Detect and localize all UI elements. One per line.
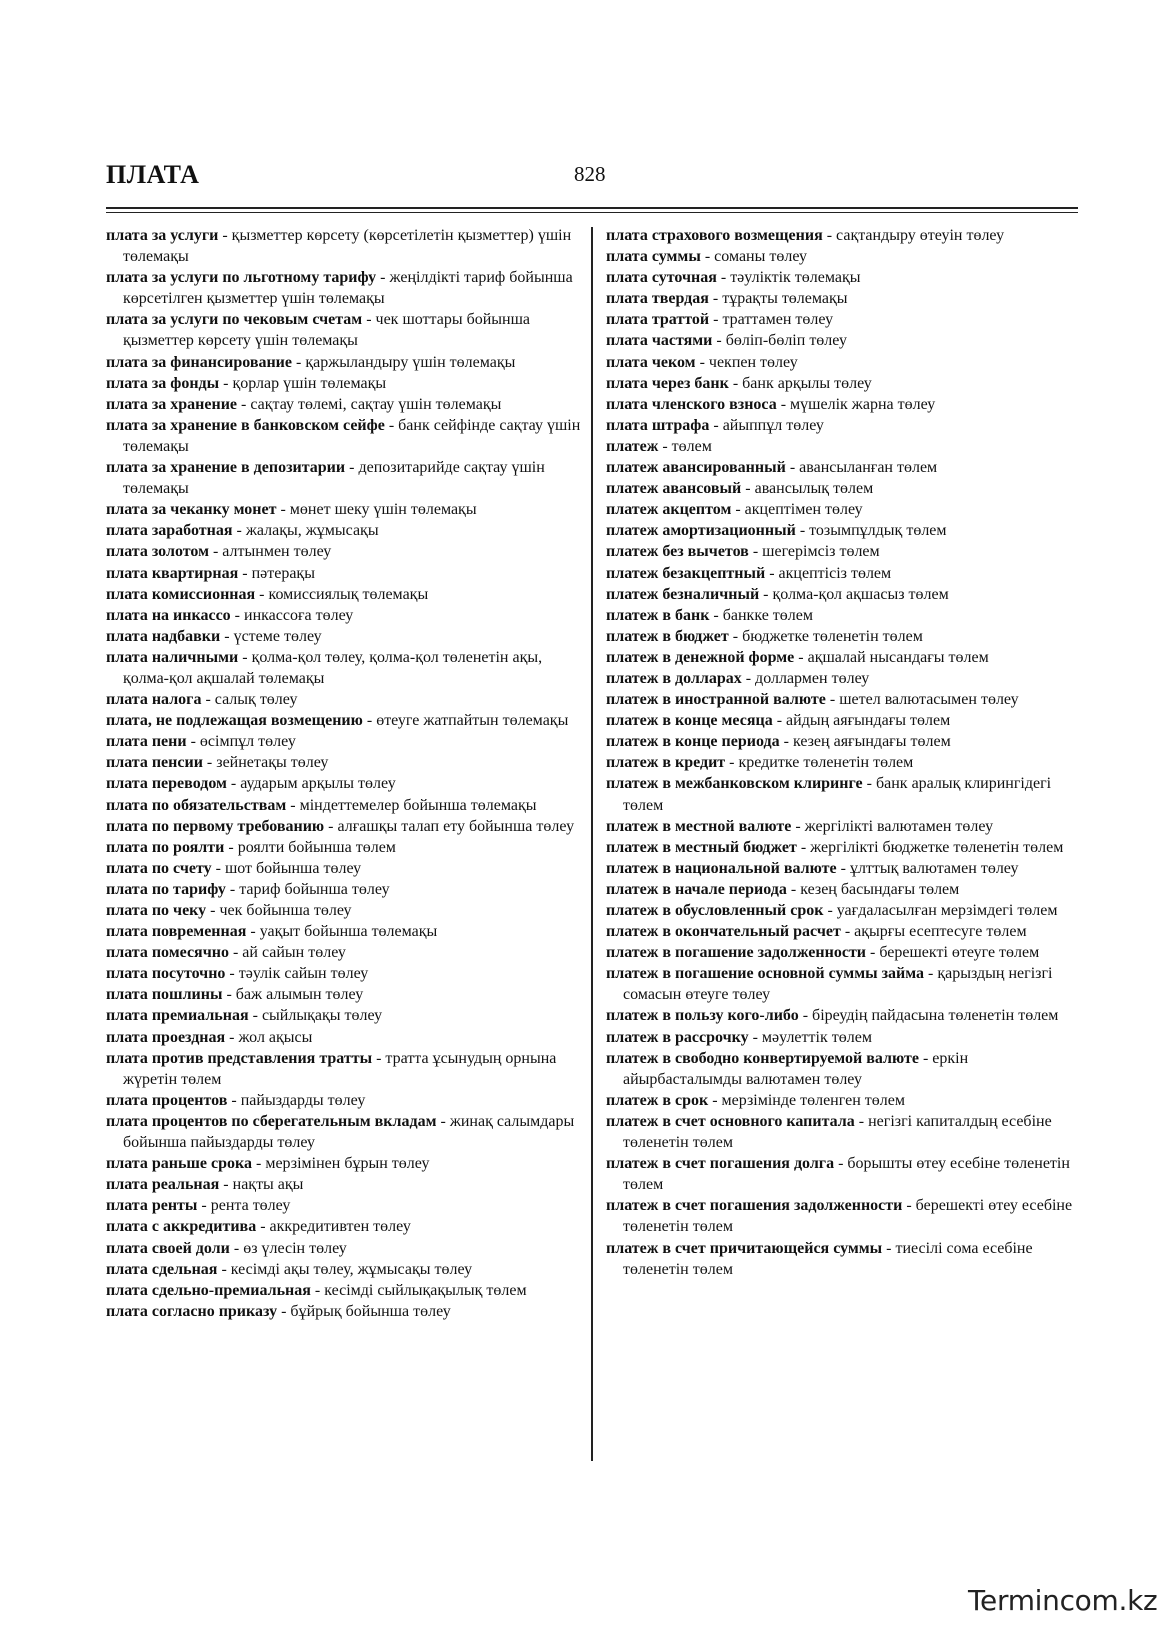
dictionary-entry: платеж амортизационный - тозымпұлдық төлем [606, 522, 947, 540]
entry-definition: тәулік сайын төлеу [238, 965, 369, 983]
entry-term: плата по роялти [106, 838, 225, 856]
entry-term: плата надбавки [106, 627, 221, 645]
entry-definition: алтынмен төлеу [222, 543, 332, 561]
dictionary-entry: плата членского взноса - мүшелік жарна төлеу [606, 395, 936, 413]
entry-term: плата по счету [106, 859, 212, 877]
entry-term: платеж в конце периода [606, 733, 780, 751]
entry-term: платеж в национальной валюте [606, 859, 837, 877]
entry-definition: берешекті өтеу есебіне төленетін төлем [623, 1197, 1073, 1236]
entry-definition: өсімпұл төлеу [199, 733, 296, 751]
entry-term: плата суммы [606, 248, 701, 266]
entry-term: плата по чеку [106, 902, 207, 919]
dictionary-entry: плата, не подлежащая возмещению - өтеуге жатпайтын төлемақы [106, 712, 569, 730]
dictionary-entry: плата по чеку - чек бойынша төлеу [106, 902, 352, 919]
entry-term: платеж в кредит [606, 754, 726, 772]
entry-term: плата пени [106, 733, 187, 751]
dictionary-entry: платеж в свободно конвертируемой валюте - еркін айырбасталымды валютамен төлеу [606, 1049, 969, 1088]
entry-term: плата наличными [106, 648, 239, 666]
dictionary-entry: плата по счету - шот бойынша төлеу [106, 859, 362, 877]
entry-term: плата членского взноса [606, 395, 777, 413]
entry-term: плата против представления тратты [106, 1049, 373, 1067]
entry-definition: шегерімсіз төлем [762, 543, 880, 561]
entry-term: платеж в погашение задолженности [606, 944, 867, 962]
entry-term: платеж авансовый [606, 480, 742, 498]
dictionary-entry: плата квартирная - пәтерақы [106, 564, 315, 582]
entry-term: плата налога [106, 691, 202, 709]
entry-definition: берешекті өтеуге төлем [879, 944, 1040, 962]
entry-term: платеж в местный бюджет [606, 838, 797, 856]
entry-definition: қызметтер көрсету (көрсетілетін қызметтер) үшін төлемақы [123, 227, 572, 266]
entry-definition: авансылық төлем [754, 480, 874, 498]
dictionary-entry: плата суточная - тәуліктік төлемақы [606, 269, 861, 287]
dictionary-entry: платеж в начале периода - кезең басындағы төлем [606, 880, 960, 898]
entry-definition: мәулеттік төлем [761, 1028, 872, 1046]
dictionary-entry: платеж в местной валюте - жергілікті валютамен төлеу [606, 817, 994, 835]
dictionary-entry: плата на инкассо - инкассоға төлеу [106, 606, 354, 624]
entry-definition: бюджетке төленетін төлем [742, 627, 923, 645]
entry-definition: кредитке төленетін төлем [738, 754, 914, 772]
entry-term: платеж в межбанковском клиринге [606, 775, 863, 793]
entry-definition: бөліп-бөліп төлеу [725, 332, 847, 350]
entry-definition: тиесілі сома есебіне төленетін төлем [623, 1239, 1033, 1278]
entry-definition: борышты өтеу есебіне төленетін төлем [623, 1155, 1070, 1194]
entry-definition: өтеуге жатпайтын төлемақы [376, 712, 569, 730]
dictionary-entry: плата за услуги по чековым счетам - чек шоттары бойынша қызметтер көрсету үшін төлемақы [106, 311, 531, 350]
dictionary-entry: плата по обязательствам - міндеттемелер бойынша төлемақы [106, 796, 537, 814]
entry-definition: нақты ақы [232, 1176, 304, 1194]
entry-definition: уақыт бойынша төлемақы [259, 923, 438, 941]
entry-term: платеж в долларах [606, 669, 742, 687]
dictionary-entry: плата ренты - рента төлеу [106, 1197, 291, 1215]
entry-term: платеж в пользу кого-либо [606, 1007, 799, 1025]
entry-term: плата ренты [106, 1197, 198, 1215]
entry-definition: жалақы, жұмысақы [245, 522, 379, 540]
column-divider [591, 227, 593, 1461]
entry-definition: банк арқылы төлеу [742, 374, 872, 392]
dictionary-entry: плата сдельная - кесімді ақы төлеу, жұмысақы төлеу [106, 1260, 473, 1278]
entry-term: плата проездная [106, 1028, 226, 1046]
entry-term: плата посуточно [106, 965, 226, 983]
entry-definition: жергілікті бюджетке төленетін төлем [810, 838, 1064, 856]
entry-definition: еркін айырбасталымды валютамен төлеу [623, 1049, 969, 1088]
entry-definition: акцептімен төлеу [744, 501, 863, 519]
entry-definition: тәуліктік төлемақы [730, 269, 861, 287]
entry-definition: салық төлеу [214, 691, 298, 709]
entry-definition: авансыланған төлем [799, 459, 938, 477]
dictionary-entry: платеж в счет основного капитала - негізгі капиталдың есебіне төленетін төлем [606, 1112, 1052, 1152]
entry-definition: кезең басындағы төлем [800, 880, 960, 898]
entry-term: платеж в рассрочку [606, 1028, 749, 1046]
entry-definition: ай сайын төлеу [242, 944, 346, 962]
dictionary-entry: плата твердая - тұрақты төлемақы [606, 290, 848, 308]
entry-definition: банкке төлем [722, 606, 814, 624]
entry-definition: комиссиялық төлемақы [268, 585, 429, 603]
logo-text: Termincom.kz [968, 1584, 1158, 1617]
entry-definition: доллармен төлеу [755, 669, 870, 687]
entry-term: плата своей доли [106, 1239, 230, 1257]
entry-term: платеж в окончательный расчет [606, 923, 841, 941]
entry-term: плата золотом [106, 543, 209, 561]
entry-definition: роялти бойынша төлем [237, 838, 396, 856]
dictionary-entry: плата повременная - уақыт бойынша төлемақы [106, 923, 438, 941]
entry-term: платеж в погашение основной суммы займа [606, 965, 925, 983]
dictionary-entry: платеж в национальной валюте - ұлттық валютамен төлеу [606, 859, 1019, 877]
entry-term: плата чеком [606, 353, 696, 371]
dictionary-entry: платеж авансовый - авансылық төлем [606, 480, 874, 498]
entry-definition: банк сейфінде сақтау үшін төлемақы [123, 416, 581, 455]
dictionary-entry: платеж в кредит - кредитке төленетін төлем [606, 754, 914, 772]
entry-definition: инкассоға төлеу [244, 606, 354, 624]
entry-term: плата за фонды [106, 374, 220, 392]
dictionary-entry: плата процентов по сберегательным вкладам - жинақ салымдары бойынша пайыздарды төлеу [106, 1112, 575, 1152]
dictionary-entry: платеж в бюджет - бюджетке төленетін төлем [606, 627, 923, 645]
dictionary-entry: плата за хранение в банковском сейфе - банк сейфінде сақтау үшін төлемақы [106, 416, 581, 455]
header-rule-thin [106, 212, 1078, 213]
entry-definition: траттамен төлеу [722, 311, 834, 329]
page-number: 828 [574, 162, 606, 186]
entry-term: плата сдельная [106, 1260, 218, 1278]
entry-definition: пайыздарды төлеу [240, 1091, 366, 1109]
entry-term: плата помесячно [106, 944, 229, 962]
entry-definition: қарыздың негізгі сомасын өтеуге төлеу [623, 965, 1053, 1004]
entry-term: платеж в бюджет [606, 627, 729, 645]
entry-term: плата с аккредитива [106, 1218, 257, 1236]
dictionary-entry: платеж в обусловленный срок - уағдаласылған мерзімдегі төлем [606, 902, 1058, 919]
entry-definition: кесімді ақы төлеу, жұмысақы төлеу [230, 1260, 473, 1278]
entry-definition: уағдаласылған мерзімдегі төлем [836, 902, 1058, 919]
entry-definition: чек шоттары бойынша қызметтер көрсету үшін төлемақы [123, 311, 531, 350]
entry-definition: аккредитивтен төлеу [269, 1218, 411, 1236]
entry-term: плата твердая [606, 290, 709, 308]
dictionary-entry: плата через банк - банк арқылы төлеу [606, 374, 872, 392]
entry-definition: тұрақты төлемақы [722, 290, 848, 308]
entry-term: плата премиальная [106, 1007, 249, 1025]
entry-term: плата раньше срока [106, 1155, 252, 1173]
dictionary-entry: плата штрафа - айыппұл төлеу [606, 416, 824, 434]
entry-term: плата комиссионная [106, 585, 256, 603]
entry-term: плата квартирная [106, 564, 239, 582]
entry-definition: кезең аяғындағы төлем [792, 733, 951, 751]
dictionary-entry: плата заработная - жалақы, жұмысақы [106, 522, 379, 540]
entry-term: плата по первому требованию [106, 817, 325, 835]
dictionary-entry: платеж в рассрочку - мәулеттік төлем [606, 1028, 872, 1046]
entry-term: плата за финансирование [106, 353, 292, 371]
dictionary-entry: платеж в окончательный расчет - ақырғы есептесуге төлем [606, 923, 1027, 941]
entry-definition: баж алымын төлеу [235, 986, 364, 1004]
dictionary-entry: плата за финансирование - қаржыландыру үшін төлемақы [106, 353, 516, 371]
running-header-word: ПЛАТА [106, 160, 200, 189]
entry-term: платеж в счет основного капитала [606, 1112, 855, 1130]
entry-definition: үстеме төлеу [233, 627, 322, 645]
dictionary-entry: плата своей доли - өз үлесін төлеу [106, 1239, 347, 1257]
dictionary-entry: плата посуточно - тәулік сайын төлеу [106, 965, 369, 983]
entry-term: плата за хранение в банковском сейфе [106, 416, 385, 434]
entry-term: платеж в начале периода [606, 880, 787, 898]
entry-definition: акцептісіз төлем [778, 564, 892, 582]
entry-term: плата по обязательствам [106, 796, 287, 814]
dictionary-entry: платеж в погашение основной суммы займа - қарыздың негізгі сомасын өтеуге төлеу [606, 965, 1053, 1004]
entry-term: плата за хранение [106, 395, 238, 413]
entry-term: плата частями [606, 332, 713, 350]
entry-term: платеж в иностранной валюте [606, 691, 826, 709]
dictionary-entry: плата за хранение в депозитарии - депозитарийде сақтау үшін төлемақы [106, 459, 545, 498]
entry-term: плата страхового возмещения [606, 227, 823, 244]
dictionary-entry: плата за хранение - сақтау төлемі, сақтау үшін төлемақы [106, 395, 502, 413]
dictionary-entry: плата согласно приказу - бұйрық бойынша төлеу [106, 1302, 451, 1320]
dictionary-entry: платеж в срок - мерзімінде төленген төлем [606, 1091, 905, 1109]
entry-definition: аударым арқылы төлеу [240, 775, 396, 793]
entry-term: плата пенсии [106, 754, 203, 772]
entry-term: платеж [606, 437, 659, 455]
entry-term: плата реальная [106, 1176, 220, 1194]
entry-definition: біреудің пайдасына төленетін төлем [812, 1007, 1059, 1025]
dictionary-entry: платеж в погашение задолженности - берешекті өтеуге төлем [606, 944, 1040, 962]
entry-term: платеж безналичный [606, 585, 760, 603]
dictionary-entry: платеж в денежной форме - ақшалай нысандағы төлем [606, 648, 989, 666]
dictionary-entry: плата чеком - чекпен төлеу [606, 353, 798, 371]
entry-definition: пәтерақы [251, 564, 315, 582]
dictionary-entry: плата за фонды - қорлар үшін төлемақы [106, 374, 387, 392]
entry-term: платеж в свободно конвертируемой валюте [606, 1049, 919, 1067]
dictionary-entry: плата страхового возмещения - сақтандыру өтеуін төлеу [606, 227, 1005, 244]
entry-definition: қолма-қол төлеу, қолма-қол төленетін ақы, қолма-қол ақшалай төлемақы [123, 648, 543, 687]
dictionary-entry: плата против представления тратты - тратта ұсынудың орнына жүретін төлем [106, 1049, 557, 1088]
entry-definition: соманы төлеу [714, 248, 808, 266]
entry-definition: айыппұл төлеу [722, 416, 824, 434]
entry-definition: ақшалай нысандағы төлем [807, 648, 989, 666]
entry-definition: тариф бойынша төлеу [239, 880, 390, 898]
dictionary-entry: плата проездная - жол ақысы [106, 1028, 313, 1046]
dictionary-entry: платеж в банк - банкке төлем [606, 606, 814, 624]
entry-term: плата за услуги по чековым счетам [106, 311, 363, 329]
entry-definition: сыйлықақы төлеу [261, 1007, 383, 1025]
dictionary-entry: плата сдельно-премиальная - кесімді сыйлықақылық төлем [106, 1281, 527, 1299]
entry-definition: алғашқы талап ету бойынша төлеу [337, 817, 575, 835]
entry-definition: чек бойынша төлеу [219, 902, 352, 919]
entry-definition: сақтандыру өтеуін төлеу [836, 227, 1005, 244]
entry-term: плата за чеканку монет [106, 501, 277, 519]
entry-term: плата переводом [106, 775, 227, 793]
dictionary-entry: плата пени - өсімпұл төлеу [106, 733, 296, 751]
entry-term: плата пошлины [106, 986, 223, 1004]
dictionary-entry: плата комиссионная - комиссиялық төлемақы [106, 585, 429, 603]
entry-term: плата штрафа [606, 416, 710, 434]
entry-definition: зейнетақы төлеу [216, 754, 329, 772]
dictionary-entry: платеж акцептом - акцептімен төлеу [606, 501, 863, 519]
dictionary-entry: плата переводом - аударым арқылы төлеу [106, 775, 396, 793]
dictionary-entry: плата надбавки - үстеме төлеу [106, 627, 322, 645]
entry-term: платеж в конце месяца [606, 712, 773, 730]
entry-term: платеж в счет погашения долга [606, 1155, 835, 1173]
dictionary-entry: плата процентов - пайыздарды төлеу [106, 1091, 366, 1109]
dictionary-entry: плата раньше срока - мерзімінен бұрын төлеу [106, 1155, 430, 1173]
entry-term: плата процентов [106, 1091, 228, 1109]
dictionary-entry: платеж без вычетов - шегерімсіз төлем [606, 543, 880, 561]
entry-term: плата через банк [606, 374, 729, 392]
entry-definition: тратта ұсынудың орнына жүретін төлем [123, 1049, 557, 1088]
entry-term: плата траттой [606, 311, 710, 329]
entry-definition: жергілікті валютамен төлеу [804, 817, 994, 835]
entry-term: платеж безакцептный [606, 564, 766, 582]
entry-term: плата повременная [106, 923, 247, 941]
dictionary-entry: платеж в местный бюджет - жергілікті бюджетке төленетін төлем [606, 838, 1064, 856]
entry-definition: жинақ салымдары бойынша пайыздарды төлеу [123, 1112, 575, 1152]
entry-term: платеж в банк [606, 606, 710, 624]
dictionary-entry: плата по роялти - роялти бойынша төлем [106, 838, 396, 856]
entry-term: плата на инкассо [106, 606, 231, 624]
entry-definition: жеңілдікті тариф бойынша көрсетілген қызметтер үшін төлемақы [123, 269, 573, 308]
entry-term: плата суточная [606, 269, 717, 287]
entry-term: платеж в срок [606, 1091, 709, 1109]
entry-term: платеж авансированный [606, 459, 786, 477]
entry-definition: қаржыландыру үшін төлемақы [305, 353, 516, 371]
dictionary-entry: платеж безакцептный - акцептісіз төлем [606, 564, 892, 582]
entry-term: плата, не подлежащая возмещению [106, 712, 363, 730]
dictionary-entry: платеж авансированный - авансыланған төлем [606, 459, 938, 477]
dictionary-entry: плата реальная - нақты ақы [106, 1176, 304, 1194]
entry-definition: мерзімінде төленген төлем [721, 1091, 905, 1109]
entry-definition: шетел валютасымен төлеу [839, 691, 1019, 709]
entry-definition: шот бойынша төлеу [224, 859, 362, 877]
entry-definition: ақырғы есептесуге төлем [854, 923, 1027, 941]
entry-definition: негізгі капиталдың есебіне төленетін төлем [623, 1112, 1052, 1152]
dictionary-entry: плата за услуги по льготному тарифу - жеңілдікті тариф бойынша көрсетілген қызметтер үшін төлемақы [106, 269, 573, 308]
entry-term: платеж без вычетов [606, 543, 749, 561]
entry-term: плата процентов по сберегательным вкладам [106, 1112, 437, 1130]
dictionary-entry: платеж в долларах - доллармен төлеу [606, 669, 870, 687]
dictionary-entry: плата суммы - соманы төлеу [606, 248, 808, 266]
right-column [606, 225, 1078, 1280]
entry-definition: айдың аяғындағы төлем [786, 712, 951, 730]
entry-term: платеж в счет погашения задолженности [606, 1197, 903, 1215]
dictionary-entry: платеж в счет причитающейся суммы - тиесілі сома есебіне төленетін төлем [606, 1239, 1033, 1278]
entry-definition: міндеттемелер бойынша төлемақы [299, 796, 537, 814]
entry-term: платеж в местной валюте [606, 817, 792, 835]
dictionary-entry: плата наличными - қолма-қол төлеу, қолма-қол төленетін ақы, қолма-қол ақшалай төлемақы [106, 648, 543, 687]
entry-term: платеж в денежной форме [606, 648, 795, 666]
entry-term: платеж акцептом [606, 501, 732, 519]
dictionary-entry: плата по первому требованию - алғашқы талап ету бойынша төлеу [106, 817, 575, 835]
dictionary-entry: плата премиальная - сыйлықақы төлеу [106, 1007, 383, 1025]
entry-term: плата за хранение в депозитарии [106, 459, 346, 477]
entry-term: платеж в обусловленный срок [606, 902, 824, 919]
dictionary-entry: плата пенсии - зейнетақы төлеу [106, 754, 329, 772]
entry-definition: сақтау төлемі, сақтау үшін төлемақы [250, 395, 502, 413]
entry-definition: рента төлеу [210, 1197, 291, 1215]
entry-definition: тозымпұлдық төлем [809, 522, 947, 540]
entry-term: плата за услуги [106, 227, 219, 244]
entry-definition: чекпен төлеу [708, 353, 798, 371]
entry-term: платеж в счет причитающейся суммы [606, 1239, 883, 1257]
dictionary-entry: платеж - төлем [606, 437, 712, 455]
entry-term: плата согласно приказу [106, 1302, 278, 1320]
dictionary-entry: платеж в счет погашения задолженности - берешекті өтеу есебіне төленетін төлем [606, 1197, 1073, 1236]
dictionary-entry: плата частями - бөліп-бөліп төлеу [606, 332, 847, 350]
termincom-logo [944, 1580, 1158, 1620]
dictionary-entry: платеж в конце периода - кезең аяғындағы төлем [606, 733, 951, 751]
entry-definition: жол ақысы [238, 1028, 313, 1046]
entry-definition: бұйрық бойынша төлеу [290, 1302, 451, 1320]
dictionary-entry: платеж в пользу кого-либо - біреудің пайдасына төленетін төлем [606, 1007, 1059, 1025]
entry-term: плата по тарифу [106, 880, 226, 898]
entry-definition: қорлар үшін төлемақы [232, 374, 387, 392]
entry-term: плата за услуги по льготному тарифу [106, 269, 377, 287]
dictionary-entry: плата с аккредитива - аккредитивтен төлеу [106, 1218, 411, 1236]
dictionary-entry: плата по тарифу - тариф бойынша төлеу [106, 880, 390, 898]
dictionary-entry: платеж в межбанковском клиринге - банк аралық клирингідегі төлем [606, 775, 1052, 814]
entry-term: плата сдельно-премиальная [106, 1281, 311, 1299]
dictionary-entry: плата помесячно - ай сайын төлеу [106, 944, 346, 962]
dictionary-entry: плата пошлины - баж алымын төлеу [106, 986, 364, 1004]
dictionary-entry: плата за услуги - қызметтер көрсету (көрсетілетін қызметтер) үшін төлемақы [106, 227, 572, 266]
left-column [106, 225, 582, 1322]
entry-term: плата заработная [106, 522, 233, 540]
entry-definition: депозитарийде сақтау үшін төлемақы [123, 459, 545, 498]
dictionary-entry: платеж в конце месяца - айдың аяғындағы төлем [606, 712, 951, 730]
entry-definition: мүшелік жарна төлеу [790, 395, 936, 413]
entry-definition: қолма-қол ақшасыз төлем [772, 585, 949, 603]
header-rule-thick [106, 207, 1078, 209]
dictionary-entry: плата траттой - траттамен төлеу [606, 311, 834, 329]
dictionary-entry: плата за чеканку монет - мөнет шеку үшін төлемақы [106, 501, 477, 519]
dictionary-entry: плата золотом - алтынмен төлеу [106, 543, 332, 561]
entry-definition: өз үлесін төлеу [243, 1239, 347, 1257]
dictionary-entry: платеж в иностранной валюте - шетел валютасымен төлеу [606, 691, 1019, 709]
entry-definition: мерзімінен бұрын төлеу [265, 1155, 430, 1173]
dictionary-entry: платеж в счет погашения долга - борышты өтеу есебіне төленетін төлем [606, 1155, 1070, 1194]
entry-definition: кесімді сыйлықақылық төлем [324, 1281, 527, 1299]
entry-definition: ұлттық валютамен төлеу [849, 859, 1019, 877]
entry-definition: төлем [671, 437, 712, 455]
entry-definition: банк аралық клирингідегі төлем [623, 775, 1052, 814]
dictionary-entry: платеж безналичный - қолма-қол ақшасыз төлем [606, 585, 949, 603]
entry-term: платеж амортизационный [606, 522, 796, 540]
entry-definition: мөнет шеку үшін төлемақы [289, 501, 477, 519]
dictionary-entry: плата налога - салық төлеу [106, 691, 298, 709]
